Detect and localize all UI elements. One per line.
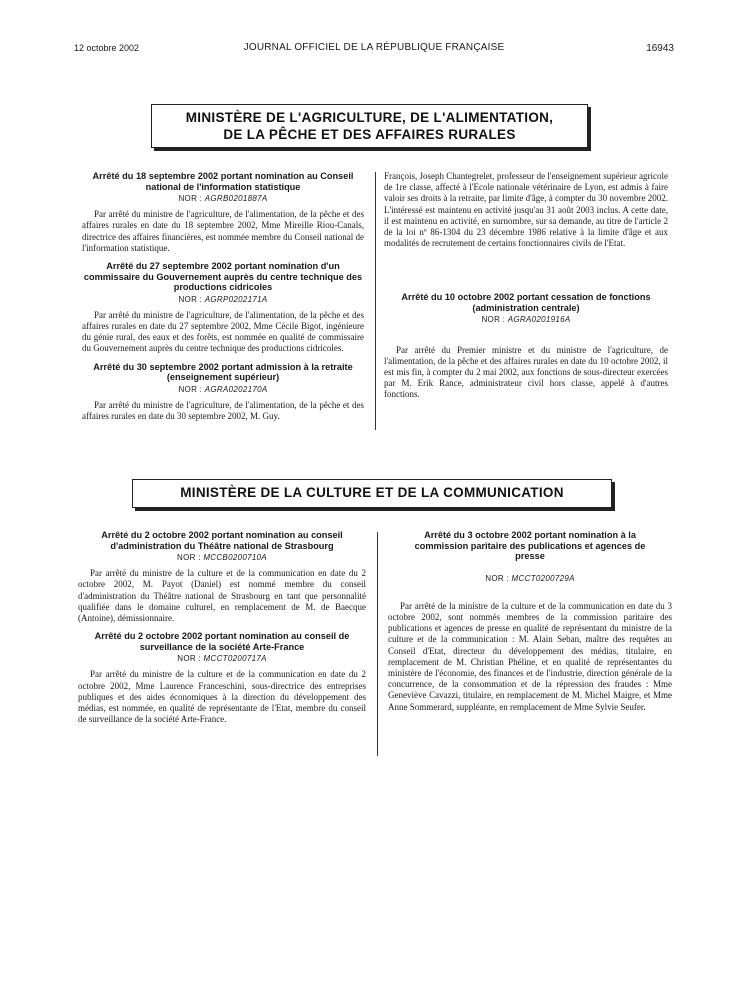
nor-reference xyxy=(82,193,364,204)
nor-code: AGRA0201916A xyxy=(507,315,571,325)
arrete-block xyxy=(82,171,364,254)
nor-code: MCCT0200717A xyxy=(203,654,267,664)
nor-reference xyxy=(82,294,364,305)
nor-label: NOR : xyxy=(485,573,509,583)
arrete-title: Arrêté du 2 octobre 2002 portant nomination au conseil d'administration du Théâtre national de Strasbourg xyxy=(101,530,343,551)
nor-code: AGRB0201887A xyxy=(204,194,268,203)
arrete-title: Arrêté du 27 septembre 2002 portant nomination d'un commissaire du Gouvernement auprès du centre technique des productions cidricoles xyxy=(83,261,363,293)
nor-code: AGRA0202170A xyxy=(204,384,268,394)
arrete-body: Par arrêté de la ministre de la culture et de la communication en date du 3 octobre 2002, sont nommés membres de la commission paritaire des publications et agences de presse en qualité de représentant du ministre de la culture et de la communication : M. Alain Seban, maître des requêtes au Conseil d'Etat, directeur du développement des médias, titulaire, en remplacement de M. Christian Phéline, et en qualité de représentantes du ministère de l'économie, des finances et de l'industrie, direction générale de la concurrence, de la consommation et de la répression des fraudes : Mme Geneviève Cavazzi, titulaire, en remplacement de M. Michel Maigre, et Mme Anne Sommerard, suppléante, en remplacement de Mme Sylvie Seufer. xyxy=(388,600,672,712)
arrete-title: Arrêté du 2 octobre 2002 portant nomination au conseil de surveillance de la société Arte-France xyxy=(94,631,350,652)
culture-column-right xyxy=(388,530,672,720)
nor-reference xyxy=(82,384,364,395)
column-divider xyxy=(377,532,378,756)
nor-label: NOR : xyxy=(177,553,201,562)
ministry-culture-heading: MINISTÈRE DE LA CULTURE ET DE LA COMMUNICATION xyxy=(132,479,612,508)
nor-reference xyxy=(78,653,366,664)
arrete-title: Arrêté du 3 octobre 2002 portant nomination à la commission paritaire des publications et agences de presse xyxy=(414,530,646,561)
arrete-block xyxy=(78,631,366,725)
nor-label: NOR : xyxy=(177,654,201,664)
spacer xyxy=(388,589,672,601)
nor-label: NOR : xyxy=(178,384,203,394)
arrete-title: Arrêté du 10 octobre 2002 portant cessation de fonctions (administration centrale) xyxy=(401,292,651,313)
culture-column-left xyxy=(78,530,366,732)
arrete-body: Par arrêté du ministre de l'agriculture, de l'alimentation, de la pêche et des affaires rurales en date du 18 septembre 2002, Mme Mireille Riou-Canals, directrice des affaires financières, est nommée membre du Conseil national de l'information statistique. xyxy=(82,209,364,253)
nor-label: NOR : xyxy=(481,315,506,325)
arrete-continuation: François, Joseph Chantegrelet, professeur de l'enseignement supérieur agricole de 1re classe, affecté à l'Ecole nationale vétérinaire de Lyon, est admis à faire valoir ses droits à la retraite, par limite d'âge, à compter du 30 novembre 2002. L'intéressé est maintenu en activité jusqu'au 31 août 2003 inclus. A cette date, il est maintenu en activité, en surnombre, sur sa demande, au titre de l'article 2 de la loi nº 86-1304 du 23 décembre 1986 relative à la limite d'âge et aux modalités de recrutement de certains fonctionnaires civils de l'Etat. xyxy=(384,171,668,249)
column-divider xyxy=(375,172,376,430)
arrete-body: Par arrêté du ministre de l'agriculture, de l'alimentation, de la pêche et des affaires rurales en date du 30 septembre 2002, M. Guy. xyxy=(82,399,364,421)
nor-reference xyxy=(78,552,366,563)
page-header xyxy=(74,41,674,57)
arrete-title: Arrêté du 18 septembre 2002 portant nomination au Conseil national de l'information statistique xyxy=(92,171,354,192)
journal-title: JOURNAL OFFICIEL DE LA RÉPUBLIQUE FRANÇAISE xyxy=(243,42,505,53)
arrete-block xyxy=(78,530,366,624)
ministry-title-line1: MINISTÈRE DE L'AGRICULTURE, DE L'ALIMENTATION, xyxy=(185,110,554,125)
agriculture-column-left xyxy=(82,171,364,429)
header-date: 12 octobre 2002 xyxy=(74,43,140,53)
arrete-title: Arrêté du 30 septembre 2002 portant admission à la retraite (enseignement supérieur) xyxy=(93,361,353,383)
arrete-body: Par arrêté du ministre de l'agriculture, de l'alimentation, de la pêche et des affaires rurales en date du 27 septembre 2002, Mme Cécile Bigot, ingénieure du génie rural, des eaux et des forêts, est nommée en qualité de commissaire du Gouvernement auprès du centre technique des productions cidricoles. xyxy=(82,309,364,354)
arrete-block xyxy=(388,530,672,713)
arrete-body: Par arrêté du Premier ministre et du ministre de l'agriculture, de l'alimentation, de la pêche et des affaires rurales en date du 10 octobre 2002, il est mis fin, à compter du 2 mai 2002, aux fonctions de sous-directeur exercées par M. Erik Rance, administrateur civil hors classe, appelé à d'autres fonctions. xyxy=(384,344,668,400)
arrete-block xyxy=(82,261,364,355)
agriculture-column-right xyxy=(384,171,668,408)
arrete-body: Par arrêté du ministre de la culture et de la communication en date du 2 octobre 2002, Mme Laurence Franceschini, sous-directrice des entreprises publiques et des aides économiques à la direction du développement des médias, est nommée, en qualité de représentante de l'Etat, membre du conseil de surveillance de la société Arte-France. xyxy=(78,669,366,725)
ministry-agriculture-heading xyxy=(151,104,588,148)
nor-code: AGRP0202171A xyxy=(204,294,268,304)
spacer xyxy=(388,562,672,572)
nor-code: MCCB0200710A xyxy=(203,553,267,562)
ministry-title-line2: DE LA PÊCHE ET DES AFFAIRES RURALES xyxy=(223,127,516,142)
nor-label: NOR : xyxy=(178,294,203,304)
nor-label: NOR : xyxy=(178,194,203,203)
arrete-block xyxy=(82,362,364,423)
nor-code: MCCT0200729A xyxy=(511,573,575,583)
arrete-block xyxy=(384,292,668,400)
arrete-body: Par arrêté du ministre de la culture et de la communication en date du 2 octobre 2002, M. Payot (Daniel) est nommé membre du conseil d'administration du Théâtre national de Strasbourg en tant que personnalité qualifiée dans le domaine culturel, en remplacement de M. de Baecque (Antoine), démissionnaire. xyxy=(78,568,366,624)
page-number: 16943 xyxy=(646,43,674,54)
nor-reference xyxy=(384,314,668,325)
nor-reference xyxy=(388,573,672,584)
spacer xyxy=(384,256,668,292)
spacer xyxy=(384,331,668,345)
